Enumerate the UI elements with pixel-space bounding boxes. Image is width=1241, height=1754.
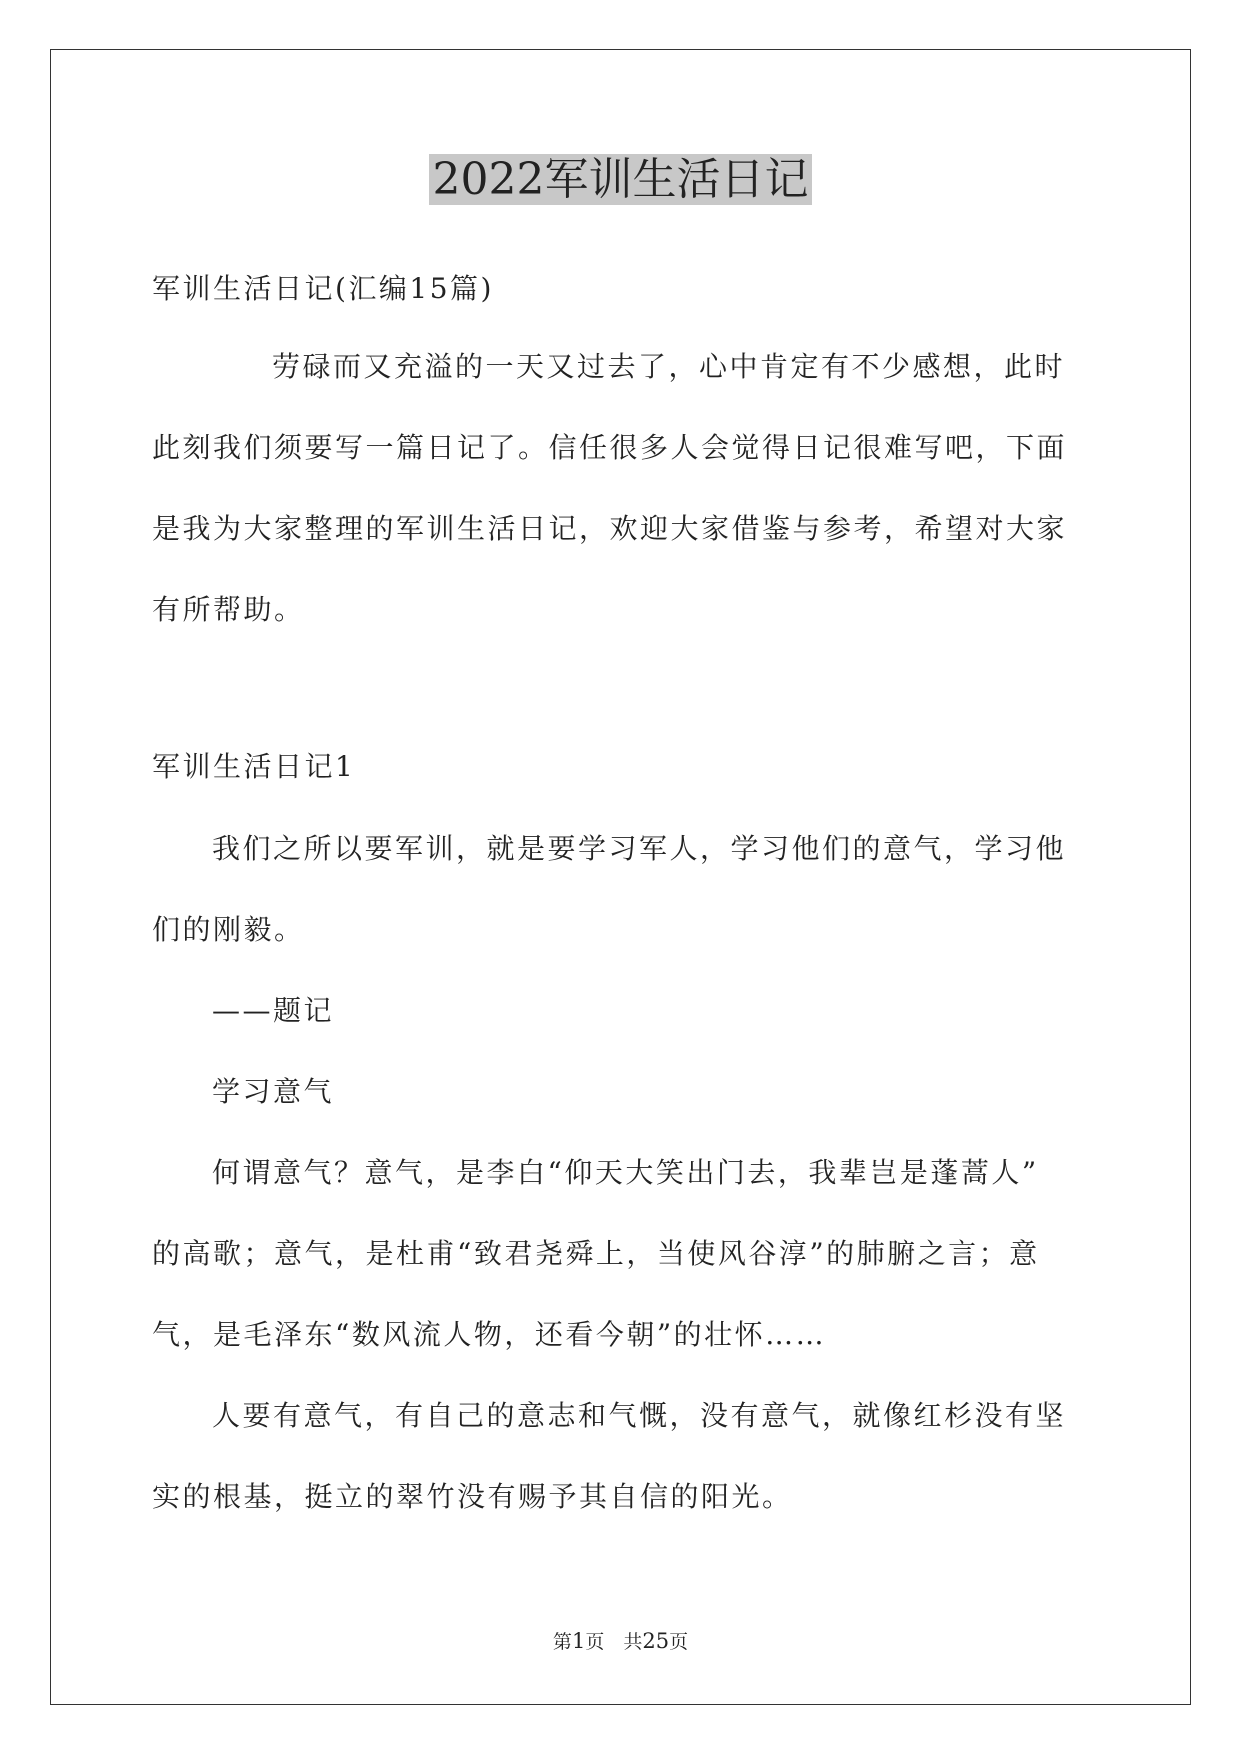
intro-line-4: 有所帮助。 — [152, 593, 305, 626]
page-footer — [0, 1627, 1241, 1656]
body-line-5: 何谓意气？意气，是李白“仰天大笑出门去，我辈岂是蓬蒿人” — [212, 1156, 1039, 1189]
footer-total-pages: 25 — [642, 1629, 670, 1653]
document-subtitle: 军训生活日记(汇编15篇) — [152, 272, 494, 305]
body-line-3: ——题记 — [212, 994, 335, 1027]
footer-page-prefix: 第 — [552, 1631, 572, 1653]
document-title — [0, 150, 1241, 210]
document-title-text: 2022军训生活日记 — [429, 154, 813, 205]
body-line-4: 学习意气 — [212, 1075, 335, 1108]
body-line-2: 们的刚毅。 — [152, 913, 305, 946]
section-heading: 军训生活日记1 — [152, 750, 356, 783]
body-line-1: 我们之所以要军训，就是要学习军人，学习他们的意气，学习他 — [212, 832, 1067, 865]
body-line-7: 气，是毛泽东“数风流人物，还看今朝”的壮怀…… — [152, 1318, 827, 1351]
body-line-9: 实的根基，挺立的翠竹没有赐予其自信的阳光。 — [152, 1480, 793, 1513]
footer-page-middle: 页 共 — [585, 1631, 643, 1653]
body-line-6: 的高歌；意气，是杜甫“致君尧舜上，当使风谷淳”的肺腑之言；意 — [152, 1237, 1040, 1270]
footer-page-number: 1 — [571, 1629, 586, 1653]
intro-line-2: 此刻我们须要写一篇日记了。信任很多人会觉得日记很难写吧，下面 — [152, 431, 1068, 464]
body-line-8: 人要有意气，有自己的意志和气慨，没有意气，就像红杉没有坚 — [212, 1399, 1067, 1432]
intro-line-1: 劳碌而又充溢的一天又过去了，心中肯定有不少感想，此时 — [272, 350, 1066, 383]
intro-line-3: 是我为大家整理的军训生活日记，欢迎大家借鉴与参考，希望对大家 — [152, 512, 1068, 545]
footer-page-suffix: 页 — [669, 1631, 689, 1653]
